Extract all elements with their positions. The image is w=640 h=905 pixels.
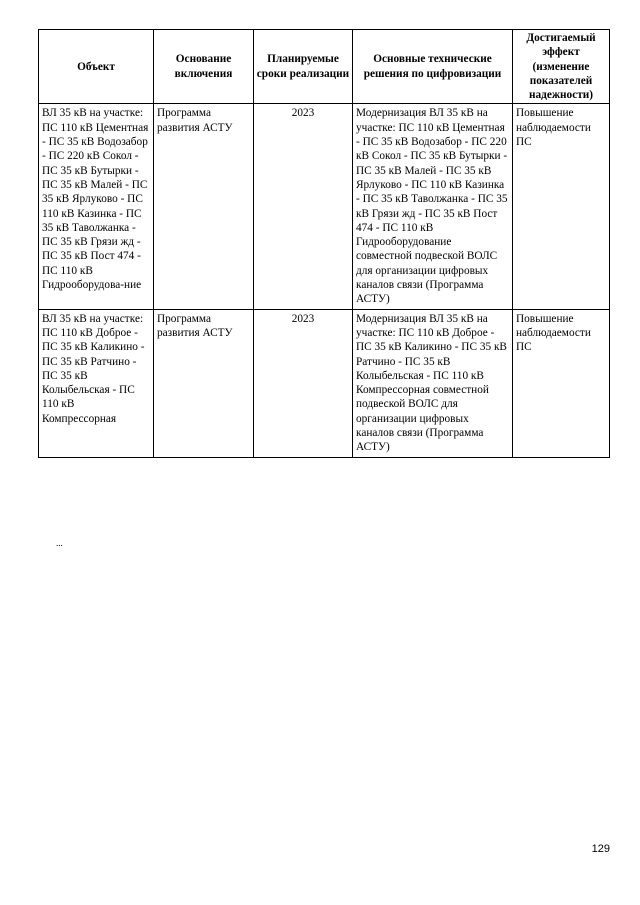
page-number: 129 xyxy=(591,843,610,855)
table-row xyxy=(39,104,610,309)
cell-solutions: Модернизация ВЛ 35 кВ на участке: ПС 110 кВ Цементная - ПС 35 кВ Водозабор - ПС 220 кВ Сокол - ПС 35 кВ Бутырки - ПС 35 кВ Малей - ПС 35 кВ Ярлуково - ПС 110 кВ Казинка - ПС 35 кВ Таволжанка - ПС 35 кВ Грязи жд - ПС 35 кВ Пост 474 - ПС 110 кВ Гидрооборудование совместной подвеской ВОЛС для организации цифровых каналов связи (Программа АСТУ) xyxy=(353,104,513,309)
cell-solutions: Модернизация ВЛ 35 кВ на участке: ПС 110 кВ Доброе - ПС 35 кВ Каликино - ПС 35 кВ Ратчино - ПС 35 кВ Колыбельская - ПС 110 кВ Компрессорная совместной подвеской ВОЛС для организации цифровых каналов связи (Программа АСТУ) xyxy=(353,309,513,457)
header-solutions: Основные технические решения по цифровизации xyxy=(353,30,513,104)
cell-object: ВЛ 35 кВ на участке: ПС 110 кВ Доброе - ПС 35 кВ Каликино - ПС 35 кВ Ратчино - ПС 35 кВ Колыбельская - ПС 110 кВ Компрессорная xyxy=(39,309,154,457)
table-header-row xyxy=(39,30,610,104)
cell-term: 2023 xyxy=(254,309,353,457)
table-row xyxy=(39,309,610,457)
table-header xyxy=(39,30,610,104)
header-term: Планируемые сроки реализации xyxy=(254,30,353,104)
cell-effect: Повышение наблюдаемости ПС xyxy=(513,309,610,457)
header-effect: Достигаемый эффект (изменение показателей надежности) xyxy=(513,30,610,104)
table-body xyxy=(39,104,610,457)
cell-basis: Программа развития АСТУ xyxy=(154,309,254,457)
header-object: Объект xyxy=(39,30,154,104)
reliability-table xyxy=(38,29,610,458)
cell-object: ВЛ 35 кВ на участке: ПС 110 кВ Цементная - ПС 35 кВ Водозабор - ПС 220 кВ Сокол - ПС 35 кВ Бутырки - ПС 35 кВ Малей - ПС 35 кВ Ярлуково - ПС 110 кВ Казинка - ПС 35 кВ Таволжанка - ПС 35 кВ Грязи жд - ПС 35 кВ Пост 474 - ПС 110 кВ Гидрооборудова-ние xyxy=(39,104,154,309)
footnote-mark: ... xyxy=(56,538,63,548)
cell-term: 2023 xyxy=(254,104,353,309)
header-basis: Основание включения xyxy=(154,30,254,104)
cell-basis: Программа развития АСТУ xyxy=(154,104,254,309)
cell-effect: Повышение наблюдаемости ПС xyxy=(513,104,610,309)
